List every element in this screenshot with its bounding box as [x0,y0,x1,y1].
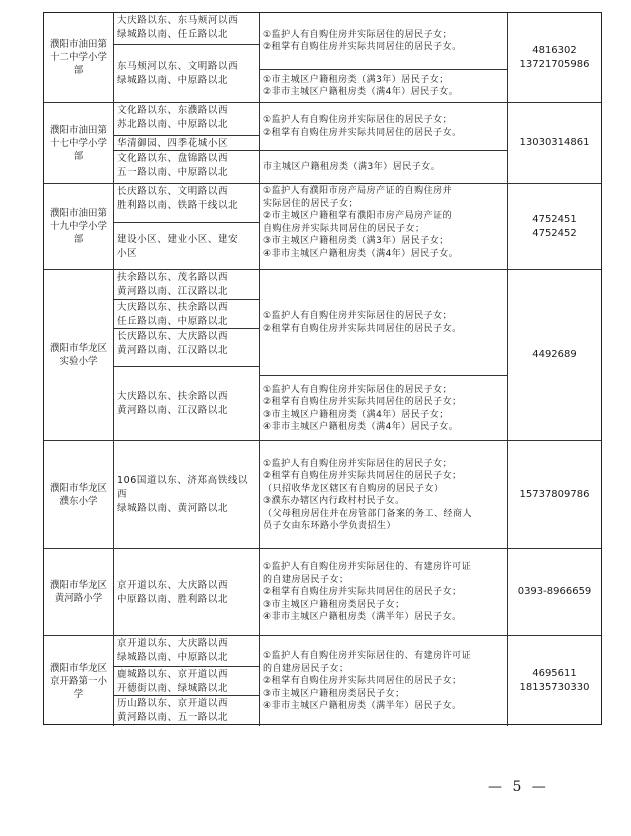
condition-block-line: ①监护人有濮阳市房产局房产证的自购住房并 [263,186,453,196]
school-name: 濮阳市华龙区黄河路小学 [44,549,114,635]
area-block-line: 长庆路以东、大庆路以西 [117,331,229,342]
school-name: 濮阳市油田第十九中学小学部 [44,184,114,269]
phone-number: 4492689 [532,349,577,360]
area-block [114,299,259,328]
school-name: 濮阳市华龙区实验小学 [44,270,114,440]
area-block [114,103,259,135]
contact-phone [508,441,601,548]
phone-number: 4752452 [532,227,577,239]
condition-block-line: 的自建房居民子女； [263,663,349,674]
school-name: 濮阳市华龙区濮东小学 [44,441,114,548]
condition-block-line: ②市主城区户籍租掌有濮阳市房产局房产证的 [263,211,453,221]
condition-block-line: ③濮东办辖区内行政村村民子女。 [263,496,405,506]
school-row [44,183,601,269]
area-block-line: 大庆路以东、扶余路以西 [117,302,229,313]
school-name: 濮阳市油田第十二中学小学部 [44,13,114,102]
area-block [114,135,259,150]
condition-cell [260,103,508,183]
phone-number: 4695611 [532,668,577,679]
condition-block-line: ②租掌有自购住房并实际共同居住的居民子女； [263,587,462,598]
condition-block-line: ③市主城区户籍租房类（满4年）居民子女； [263,409,449,420]
contact-phone [508,13,601,102]
condition-block [260,150,507,184]
school-row [44,635,601,726]
condition-block-line: ②租掌有自购住房并实际共同居住的居民子女； [263,471,462,481]
area-cell [114,636,260,726]
area-block-line: 扶余路以东、茂名路以西 [117,272,229,283]
condition-block [260,549,507,636]
area-block [114,549,259,636]
area-block-line: 五一路以南、中原路以北 [117,167,229,178]
school-row [44,102,601,183]
area-block-line: 黄河路以南、江汉路以北 [117,345,229,356]
condition-block [260,69,507,102]
area-block [114,636,259,666]
phone-number: 0393-8966659 [517,586,592,597]
condition-block [260,270,507,375]
phone-number: 15737809786 [519,488,590,500]
area-block-line: 绿城路以南、中原路以北 [117,652,229,663]
condition-block [260,636,507,727]
condition-cell [260,549,508,635]
area-cell [114,441,260,548]
phone-number: 13030314861 [519,137,590,148]
phone-number: 4816302 [532,44,577,56]
area-block-line: 106国道以东、济郑高铁线以 [117,475,249,486]
area-block-line: 东马颊河以东、文明路以西 [117,60,239,72]
area-block-line: 京开道以东、大庆路以西 [117,579,229,591]
condition-block-line: 市主城区户籍租房类（满3年）居民子女。 [263,162,441,173]
condition-cell [260,13,508,102]
area-block [114,441,259,549]
area-block-line: 苏北路以南、中原路以北 [117,119,229,130]
area-block [114,695,259,727]
area-block-line: 绿城路以南、中原路以北 [117,74,229,86]
condition-block-line: ③市主城区户籍租房类（满3年）居民子女； [263,236,449,246]
condition-block [260,103,507,150]
area-block-line: 京开道以东、大庆路以西 [117,638,229,649]
area-block-line: 小区 [117,247,138,259]
school-row [44,269,601,440]
area-block-line: 开德街以南、绿城路以北 [117,683,229,694]
condition-block-line: 实际居住的居民子女； [263,198,359,209]
condition-block-line: ④非市主城区户籍租房类（满半年）居民子女。 [263,612,462,623]
area-block [114,666,259,695]
condition-block-line: ②租掌有自购住房并实际共同居住的居民子女； [263,676,462,687]
area-block-line: 中原路以南、胜利路以北 [117,593,229,605]
area-block-line: 大庆路以东、东马颊河以西 [117,15,239,26]
condition-block-line: ①监护人有自购住房并实际居住的居民子女； [263,384,453,395]
school-row [44,13,601,102]
school-row [44,440,601,548]
condition-block-line: （父母租房居住并在房管部门备案的务工、经商人 [263,508,473,519]
condition-block-line: 员子女由东环路小学负责招生） [263,521,397,531]
area-block-line: 胜利路以南、铁路干线以北 [117,200,239,211]
condition-block-line: 的自建房居民子女； [263,574,349,585]
area-block-line: 长庆路以东、文明路以西 [117,186,229,197]
area-block-line: 文化路以东、盘锦路以西 [117,153,229,164]
area-block [114,328,259,366]
condition-block-line: ④非市主城区户籍租房类（满4年）居民子女。 [263,422,459,432]
area-block-line: 建设小区、建业小区、建安 [117,233,239,245]
area-block [114,366,259,441]
condition-block-line: ①监护人有自购住房并实际居住的居民子女； [263,115,453,125]
contact-phone [508,103,601,183]
contact-phone [508,636,601,726]
condition-block-line: ③市主城区户籍租房类居民子女； [263,599,405,610]
condition-block-line: 自购住房并实际共同居住的居民子女； [263,223,425,234]
condition-block [260,375,507,441]
area-block-line: 历山路以东、京开道以西 [117,698,229,709]
contact-phone [508,549,601,635]
school-name: 濮阳市华龙区京开路第一小学 [44,636,114,726]
condition-block-line: ②租掌有自购住房并实际共同居住的居民子女； [263,397,462,407]
phone-number: 4752451 [532,213,577,225]
area-block-line: 绿城路以南、黄河路以北 [117,503,229,514]
area-block-line: 绿城路以南、任丘路以北 [117,29,229,40]
area-block [114,222,259,270]
contact-phone [508,270,601,440]
area-block [114,150,259,184]
condition-block-line: ②租掌有自购住房并实际共同居住的居民子女。 [263,127,462,138]
condition-block-line: ②租掌有自购住房并实际共同居住的居民子女。 [263,323,462,334]
condition-block-line: ①监护人有自购住房并实际居住的、有建房许可证 [263,562,472,573]
area-block-line: 大庆路以东、扶余路以西 [117,391,229,402]
condition-block-line: ①市主城区户籍租房类（满3年）居民子女； [263,74,449,85]
contact-phone [508,184,601,269]
area-block-line: 华清御园、四季花城小区 [117,138,229,149]
area-block [114,270,259,299]
condition-block-line: ①监护人有自购住房并实际居住的居民子女； [263,458,453,469]
phone-number: 18135730330 [519,682,590,693]
condition-cell [260,441,508,548]
school-name: 濮阳市油田第十七中学小学部 [44,103,114,183]
condition-cell [260,636,508,726]
page-number: — 5 — [488,779,549,795]
area-cell [114,103,260,183]
enrollment-table [43,12,602,725]
area-cell [114,549,260,635]
area-block [114,13,259,44]
condition-block [260,184,507,270]
school-row [44,548,601,635]
condition-block-line: ④非市主城区户籍租房类（满4年）居民子女。 [263,248,459,259]
condition-block-line: ②租掌有自购住房并实际共同居住的居民子女。 [263,42,462,52]
area-cell [114,184,260,269]
area-block-line: 西 [117,489,128,500]
condition-block-line: ②非市主城区户籍租房类（满4年）居民子女。 [263,87,459,97]
condition-block-line: ③市主城区户籍租房类居民子女； [263,688,405,699]
area-block [114,44,259,102]
area-block-line: 鹿城路以东、京开道以西 [117,669,229,680]
condition-cell [260,184,508,269]
area-block [114,184,259,222]
condition-block-line: ①监护人有自购住房并实际居住的、有建房许可证 [263,651,472,662]
area-cell [114,270,260,440]
condition-block-line: ①监护人有自购住房并实际居住的居民子女； [263,29,453,40]
area-block-line: 黄河路以南、江汉路以北 [117,286,229,297]
area-block-line: 任丘路以南、中原路以北 [117,316,229,327]
condition-block-line: （只招收华龙区辖区有自购房的居民子女） [263,483,444,494]
phone-number: 13721705986 [519,58,590,70]
condition-cell [260,270,508,440]
condition-block-line: ①监护人有自购住房并实际居住的居民子女； [263,311,453,321]
area-block-line: 黄河路以南、五一路以北 [117,712,229,723]
condition-block [260,441,507,549]
area-block-line: 文化路以东、东濮路以西 [117,105,229,116]
condition-block [260,13,507,69]
area-block-line: 黄河路以南、江汉路以北 [117,405,229,416]
condition-block-line: ④非市主城区户籍租房类（满半年）居民子女。 [263,701,462,712]
area-cell [114,13,260,102]
